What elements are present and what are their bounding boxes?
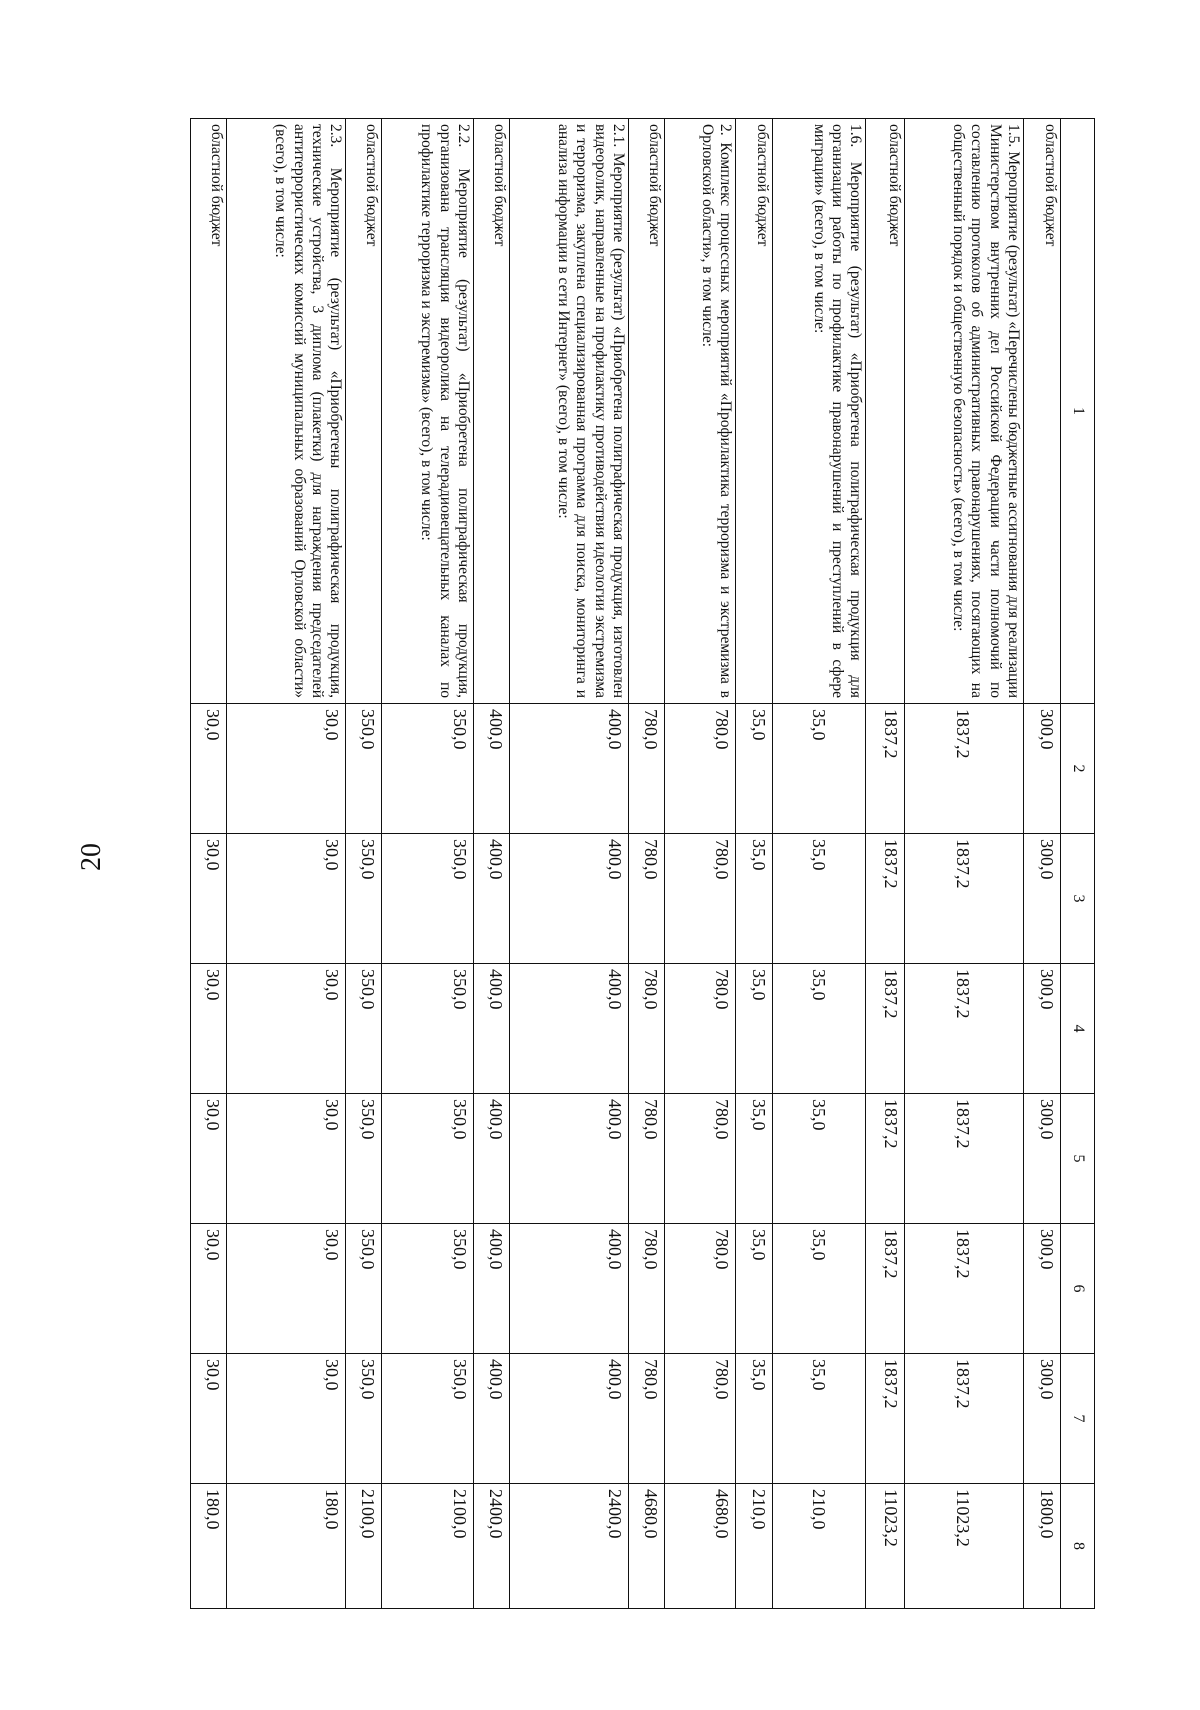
table-row: [904, 119, 1023, 1609]
row-description: областной бюджет: [191, 119, 227, 704]
column-header: 4: [1061, 964, 1095, 1094]
value-cell: 780,0: [664, 1354, 736, 1484]
value-cell: 780,0: [664, 834, 736, 964]
value-cell: 350,0: [382, 964, 474, 1094]
value-cell: 30,0: [191, 964, 227, 1094]
row-description: 2. Комплекс процессных мероприятий «Профилактика терроризма и экстремизма в Орловской области», в том числе:: [664, 119, 736, 704]
value-cell: 11023,2: [904, 1484, 1023, 1609]
value-cell: 1837,2: [866, 964, 904, 1094]
table-row: [629, 119, 665, 1609]
value-cell: 180,0: [191, 1484, 227, 1609]
value-cell: 400,0: [473, 704, 509, 834]
value-cell: 30,0: [191, 1224, 227, 1354]
value-cell: 780,0: [629, 964, 665, 1094]
table-row: [346, 119, 382, 1609]
row-description: 2.2. Мероприятие (результат) «Приобретена полиграфическая продукция, организована трансляция видеоролика на телерадиовещательных каналах по профилактике терроризма и экстремизма» (всего), в том числе:: [382, 119, 474, 704]
table-row: [509, 119, 628, 1609]
value-cell: 350,0: [346, 704, 382, 834]
value-cell: 350,0: [346, 1224, 382, 1354]
value-cell: 1837,2: [904, 834, 1023, 964]
value-cell: 35,0: [736, 964, 773, 1094]
column-header: 8: [1061, 1484, 1095, 1609]
value-cell: 30,0: [191, 704, 227, 834]
table-row: [1024, 119, 1061, 1609]
row-description: областной бюджет: [473, 119, 509, 704]
value-cell: 35,0: [773, 704, 866, 834]
value-cell: 2400,0: [509, 1484, 628, 1609]
value-cell: 400,0: [509, 704, 628, 834]
column-header: 6: [1061, 1224, 1095, 1354]
table-row: [736, 119, 773, 1609]
value-cell: 400,0: [509, 964, 628, 1094]
value-cell: 2100,0: [382, 1484, 474, 1609]
value-cell: 400,0: [509, 834, 628, 964]
table-row: [191, 119, 227, 1609]
value-cell: 35,0: [736, 1094, 773, 1224]
column-header: 1: [1061, 119, 1095, 704]
value-cell: 780,0: [664, 704, 736, 834]
value-cell: 400,0: [509, 1354, 628, 1484]
value-cell: 1837,2: [866, 1094, 904, 1224]
value-cell: 780,0: [664, 1224, 736, 1354]
value-cell: 780,0: [664, 964, 736, 1094]
value-cell: 300,0: [1024, 834, 1061, 964]
value-cell: 1837,2: [866, 834, 904, 964]
value-cell: 1837,2: [904, 1354, 1023, 1484]
column-header: 3: [1061, 834, 1095, 964]
value-cell: 350,0: [346, 1094, 382, 1224]
value-cell: 400,0: [473, 1224, 509, 1354]
value-cell: 35,0: [736, 834, 773, 964]
value-cell: 35,0: [736, 1224, 773, 1354]
value-cell: 300,0: [1024, 1094, 1061, 1224]
row-description: 1.6. Мероприятие (результат) «Приобретена полиграфическая продукция для организации работы по профилактике правонарушений и преступлений в сфере миграции» (всего), в том числе:: [773, 119, 866, 704]
table-row: [226, 119, 345, 1609]
row-description: областной бюджет: [346, 119, 382, 704]
table-row: [664, 119, 736, 1609]
value-cell: 350,0: [382, 834, 474, 964]
value-cell: 400,0: [473, 1094, 509, 1224]
value-cell: 400,0: [509, 1094, 628, 1224]
value-cell: 2100,0: [346, 1484, 382, 1609]
table-row: [382, 119, 474, 1609]
value-cell: 350,0: [382, 704, 474, 834]
budget-table: [190, 118, 1095, 1609]
value-cell: 1837,2: [904, 1094, 1023, 1224]
value-cell: 35,0: [736, 704, 773, 834]
value-cell: 300,0: [1024, 704, 1061, 834]
column-header: 2: [1061, 704, 1095, 834]
value-cell: 300,0: [1024, 1354, 1061, 1484]
value-cell: 780,0: [629, 1354, 665, 1484]
value-cell: 780,0: [629, 1094, 665, 1224]
value-cell: 350,0: [346, 1354, 382, 1484]
value-cell: 780,0: [629, 834, 665, 964]
value-cell: 1837,2: [866, 704, 904, 834]
value-cell: 300,0: [1024, 964, 1061, 1094]
value-cell: 1800,0: [1024, 1484, 1061, 1609]
value-cell: 350,0: [346, 834, 382, 964]
value-cell: 30,0: [191, 1094, 227, 1224]
row-description: областной бюджет: [736, 119, 773, 704]
header-row: [1061, 119, 1095, 1609]
value-cell: 400,0: [473, 834, 509, 964]
column-header: 5: [1061, 1094, 1095, 1224]
column-header: 7: [1061, 1354, 1095, 1484]
value-cell: 11023,2: [866, 1484, 904, 1609]
value-cell: 30,0: [226, 964, 345, 1094]
value-cell: 30,0: [191, 834, 227, 964]
row-description: 2.1. Мероприятие (результат) «Приобретена полиграфическая продукция, изготовлен видеоролик, направленные на профилактику противодействия идеологии экстремизма и терроризма, закуплена специализированная программа для поиска, мониторинга и анализа информации в сети Интернет» (всего), в том числе:: [509, 119, 628, 704]
table-row: [866, 119, 904, 1609]
value-cell: 350,0: [382, 1354, 474, 1484]
value-cell: 400,0: [509, 1224, 628, 1354]
row-description: областной бюджет: [629, 119, 665, 704]
value-cell: 210,0: [773, 1484, 866, 1609]
value-cell: 400,0: [473, 964, 509, 1094]
value-cell: 180,0: [226, 1484, 345, 1609]
rotated-table-container: [190, 118, 1095, 1608]
value-cell: 1837,2: [904, 704, 1023, 834]
value-cell: 780,0: [664, 1094, 736, 1224]
table-row: [773, 119, 866, 1609]
value-cell: 35,0: [773, 834, 866, 964]
value-cell: 35,0: [773, 1224, 866, 1354]
value-cell: 350,0: [346, 964, 382, 1094]
value-cell: 210,0: [736, 1484, 773, 1609]
value-cell: 350,0: [382, 1094, 474, 1224]
table-row: [473, 119, 509, 1609]
value-cell: 4680,0: [664, 1484, 736, 1609]
value-cell: 1837,2: [904, 964, 1023, 1094]
value-cell: 780,0: [629, 1224, 665, 1354]
value-cell: 780,0: [629, 704, 665, 834]
row-description: областной бюджет: [1024, 119, 1061, 704]
value-cell: 30,0: [226, 704, 345, 834]
value-cell: 2400,0: [473, 1484, 509, 1609]
value-cell: 35,0: [773, 1094, 866, 1224]
value-cell: 400,0: [473, 1354, 509, 1484]
value-cell: 30,0: [226, 1094, 345, 1224]
value-cell: 35,0: [773, 1354, 866, 1484]
value-cell: 30,0: [191, 1354, 227, 1484]
value-cell: 300,0: [1024, 1224, 1061, 1354]
value-cell: 4680,0: [629, 1484, 665, 1609]
value-cell: 35,0: [773, 964, 866, 1094]
value-cell: 30,0: [226, 1354, 345, 1484]
row-description: областной бюджет: [866, 119, 904, 704]
page-number: 20: [76, 843, 107, 871]
row-description: 2.3. Мероприятие (результат) «Приобретены полиграфическая продукция, технические устройства, 3 диплома (плакетки) для награждения председателей антитеррористических комиссий муниципальных образований Орловской области» (всего), в том числе:: [226, 119, 345, 704]
value-cell: 30,0: [226, 834, 345, 964]
value-cell: 30,0: [226, 1224, 345, 1354]
value-cell: 1837,2: [866, 1354, 904, 1484]
value-cell: 35,0: [736, 1354, 773, 1484]
value-cell: 350,0: [382, 1224, 474, 1354]
row-description: 1.5. Мероприятие (результат) «Перечислены бюджетные ассигнования для реализации Министерством внутренних дел Российской Федерации части полномочий по составлению протоколов об административных правонарушениях, посягающих на общественный порядок и общественную безопасность» (всего), в том числе:: [904, 119, 1023, 704]
value-cell: 1837,2: [866, 1224, 904, 1354]
value-cell: 1837,2: [904, 1224, 1023, 1354]
